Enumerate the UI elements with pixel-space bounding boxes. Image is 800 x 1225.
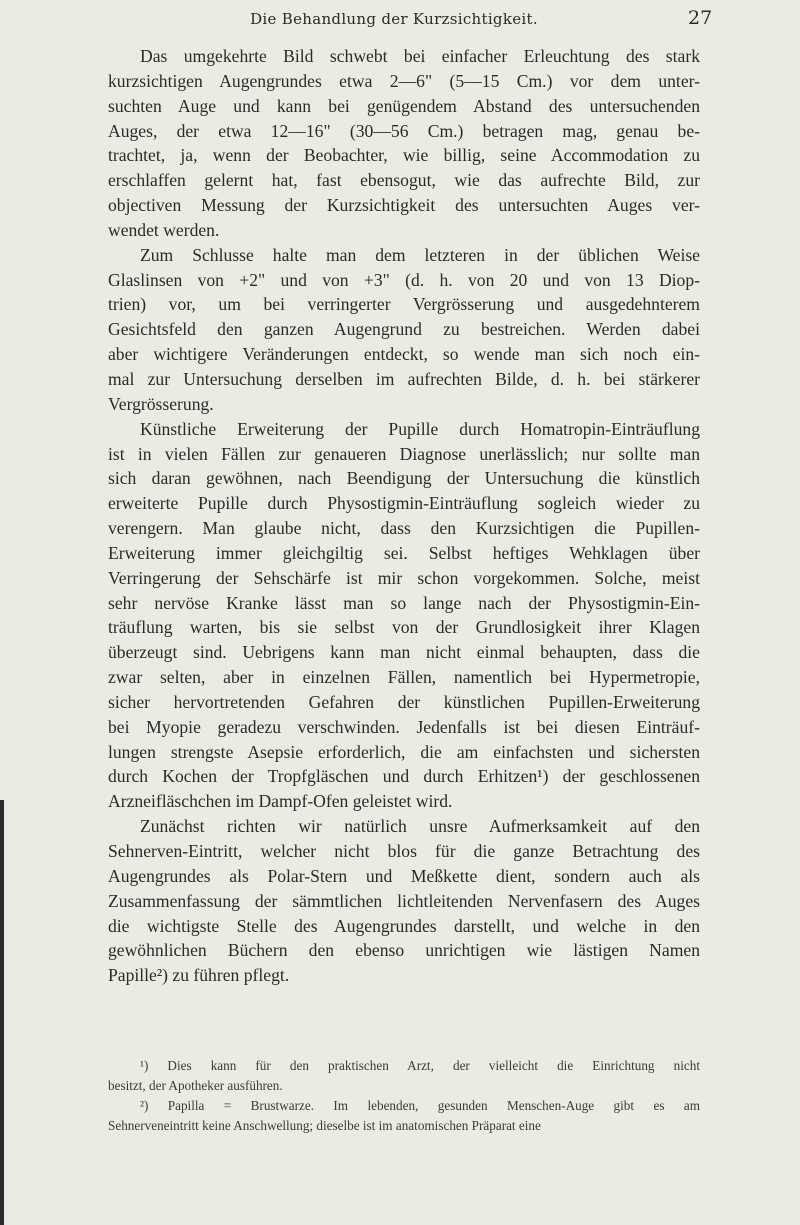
- text-line: Vergrösserung.: [108, 393, 214, 414]
- footnote-line: ²) Papilla = Brustwarze. Im lebenden, gesunden Menschen-Auge gibt es am: [140, 1098, 700, 1113]
- text-line: überzeugt sind. Uebrigens kann man nicht einmal behaupten, dass die: [108, 642, 700, 663]
- footnote-line: besitzt, der Apotheker ausführen.: [108, 1078, 283, 1093]
- text-line: Erweiterung immer gleichgiltig sei. Selbst heftiges Wehklagen über: [108, 542, 700, 563]
- body-text: [108, 44, 700, 988]
- text-line: träuflung warten, bis sie selbst von der Grundlosigkeit ihrer Klagen: [108, 617, 700, 638]
- text-line: Verringerung der Sehschärfe ist mir schon vorgekommen. Solche, meist: [108, 567, 700, 588]
- text-line: verengern. Man glaube nicht, dass den Kurzsichtigen die Pupillen-: [108, 518, 700, 539]
- text-line: sehr nervöse Kranke lässt man so lange nach der Physostigmin-Ein-: [108, 592, 700, 613]
- text-line: mal zur Untersuchung derselben im aufrechten Bilde, d. h. bei stärkerer: [108, 368, 700, 389]
- text-line: lungen strengste Asepsie erforderlich, die am einfachsten und sichersten: [108, 741, 700, 762]
- text-line: Auges, der etwa 12—16" (30—56 Cm.) betragen mag, genau be-: [108, 120, 700, 141]
- text-line: wendet werden.: [108, 219, 220, 240]
- running-head: Die Behandlung der Kurzsichtigkeit.: [250, 10, 538, 28]
- footnote-line: Sehnerveneintritt keine Anschwellung; dieselbe ist im anatomischen Präparat eine: [108, 1118, 541, 1133]
- text-line: sich daran gewöhnen, nach Beendigung der Untersuchung die künstlich: [108, 468, 700, 489]
- text-line: ist in vielen Fällen zur genaueren Diagnose unerlässlich; nur sollte man: [108, 443, 700, 464]
- footnotes: [108, 1056, 700, 1136]
- text-line: sicher hervortretenden Gefahren der künstlichen Pupillen-Erweiterung: [108, 691, 700, 712]
- text-line: Arzneifläschchen im Dampf-Ofen geleistet wird.: [108, 791, 453, 812]
- text-line: Gesichtsfeld den ganzen Augengrund zu bestreichen. Werden dabei: [108, 319, 700, 340]
- text-line: Glaslinsen von +2" und von +3" (d. h. von 20 und von 13 Diop-: [108, 269, 700, 290]
- text-line: trien) vor, um bei verringerter Vergrösserung und ausgedehnterem: [108, 294, 700, 315]
- page-number: 27: [688, 7, 713, 29]
- binding-edge: [0, 800, 4, 1225]
- footnote-line: ¹) Dies kann für den praktischen Arzt, der vielleicht die Einrichtung nicht: [140, 1058, 700, 1073]
- text-line: Papille²) zu führen pflegt.: [108, 965, 290, 986]
- text-line: Augengrundes als Polar-Stern und Meßkette dient, sondern auch als: [108, 865, 700, 886]
- text-line: Das umgekehrte Bild schwebt bei einfacher Erleuchtung des stark: [140, 46, 700, 66]
- text-line: kurzsichtigen Augengrundes etwa 2—6" (5—15 Cm.) vor dem unter-: [108, 70, 700, 91]
- text-line: Zusammenfassung der sämmtlichen lichtleitenden Nervenfasern des Auges: [108, 890, 700, 911]
- text-line: die wichtigste Stelle des Augengrundes darstellt, und welche in den: [108, 915, 700, 936]
- text-line: trachtet, ja, wenn der Beobachter, wie billig, seine Accommodation zu: [108, 145, 700, 166]
- text-line: Zum Schlusse halte man dem letzteren in der üblichen Weise: [140, 244, 700, 265]
- text-line: Zunächst richten wir natürlich unsre Aufmerksamkeit auf den: [140, 816, 700, 837]
- text-line: durch Kochen der Tropfgläschen und durch Erhitzen¹) der geschlossenen: [108, 766, 700, 787]
- text-line: bei Myopie geradezu verschwinden. Jedenfalls ist bei diesen Einträuf-: [108, 716, 700, 737]
- text-line: Sehnerven-Eintritt, welcher nicht blos für die ganze Betrachtung des: [108, 841, 700, 861]
- text-line: objectiven Messung der Kurzsichtigkeit des untersuchten Auges ver-: [108, 195, 700, 216]
- text-line: erweiterte Pupille durch Physostigmin-Einträuflung sogleich wieder zu: [108, 493, 700, 514]
- text-line: zwar selten, aber in einzelnen Fällen, namentlich bei Hypermetropie,: [108, 667, 700, 688]
- text-line: Künstliche Erweiterung der Pupille durch Homatropin-Einträuflung: [140, 418, 700, 439]
- text-line: erschlaffen gelernt hat, fast ebensogut, wie das aufrechte Bild, zur: [108, 170, 700, 191]
- text-line: gewöhnlichen Büchern den ebenso unrichtigen wie lästigen Namen: [108, 940, 700, 961]
- text-line: aber wichtigere Veränderungen entdeckt, so wende man sich noch ein-: [108, 344, 700, 365]
- text-line: suchten Auge und kann bei genügendem Abstand des untersuchenden: [108, 95, 700, 116]
